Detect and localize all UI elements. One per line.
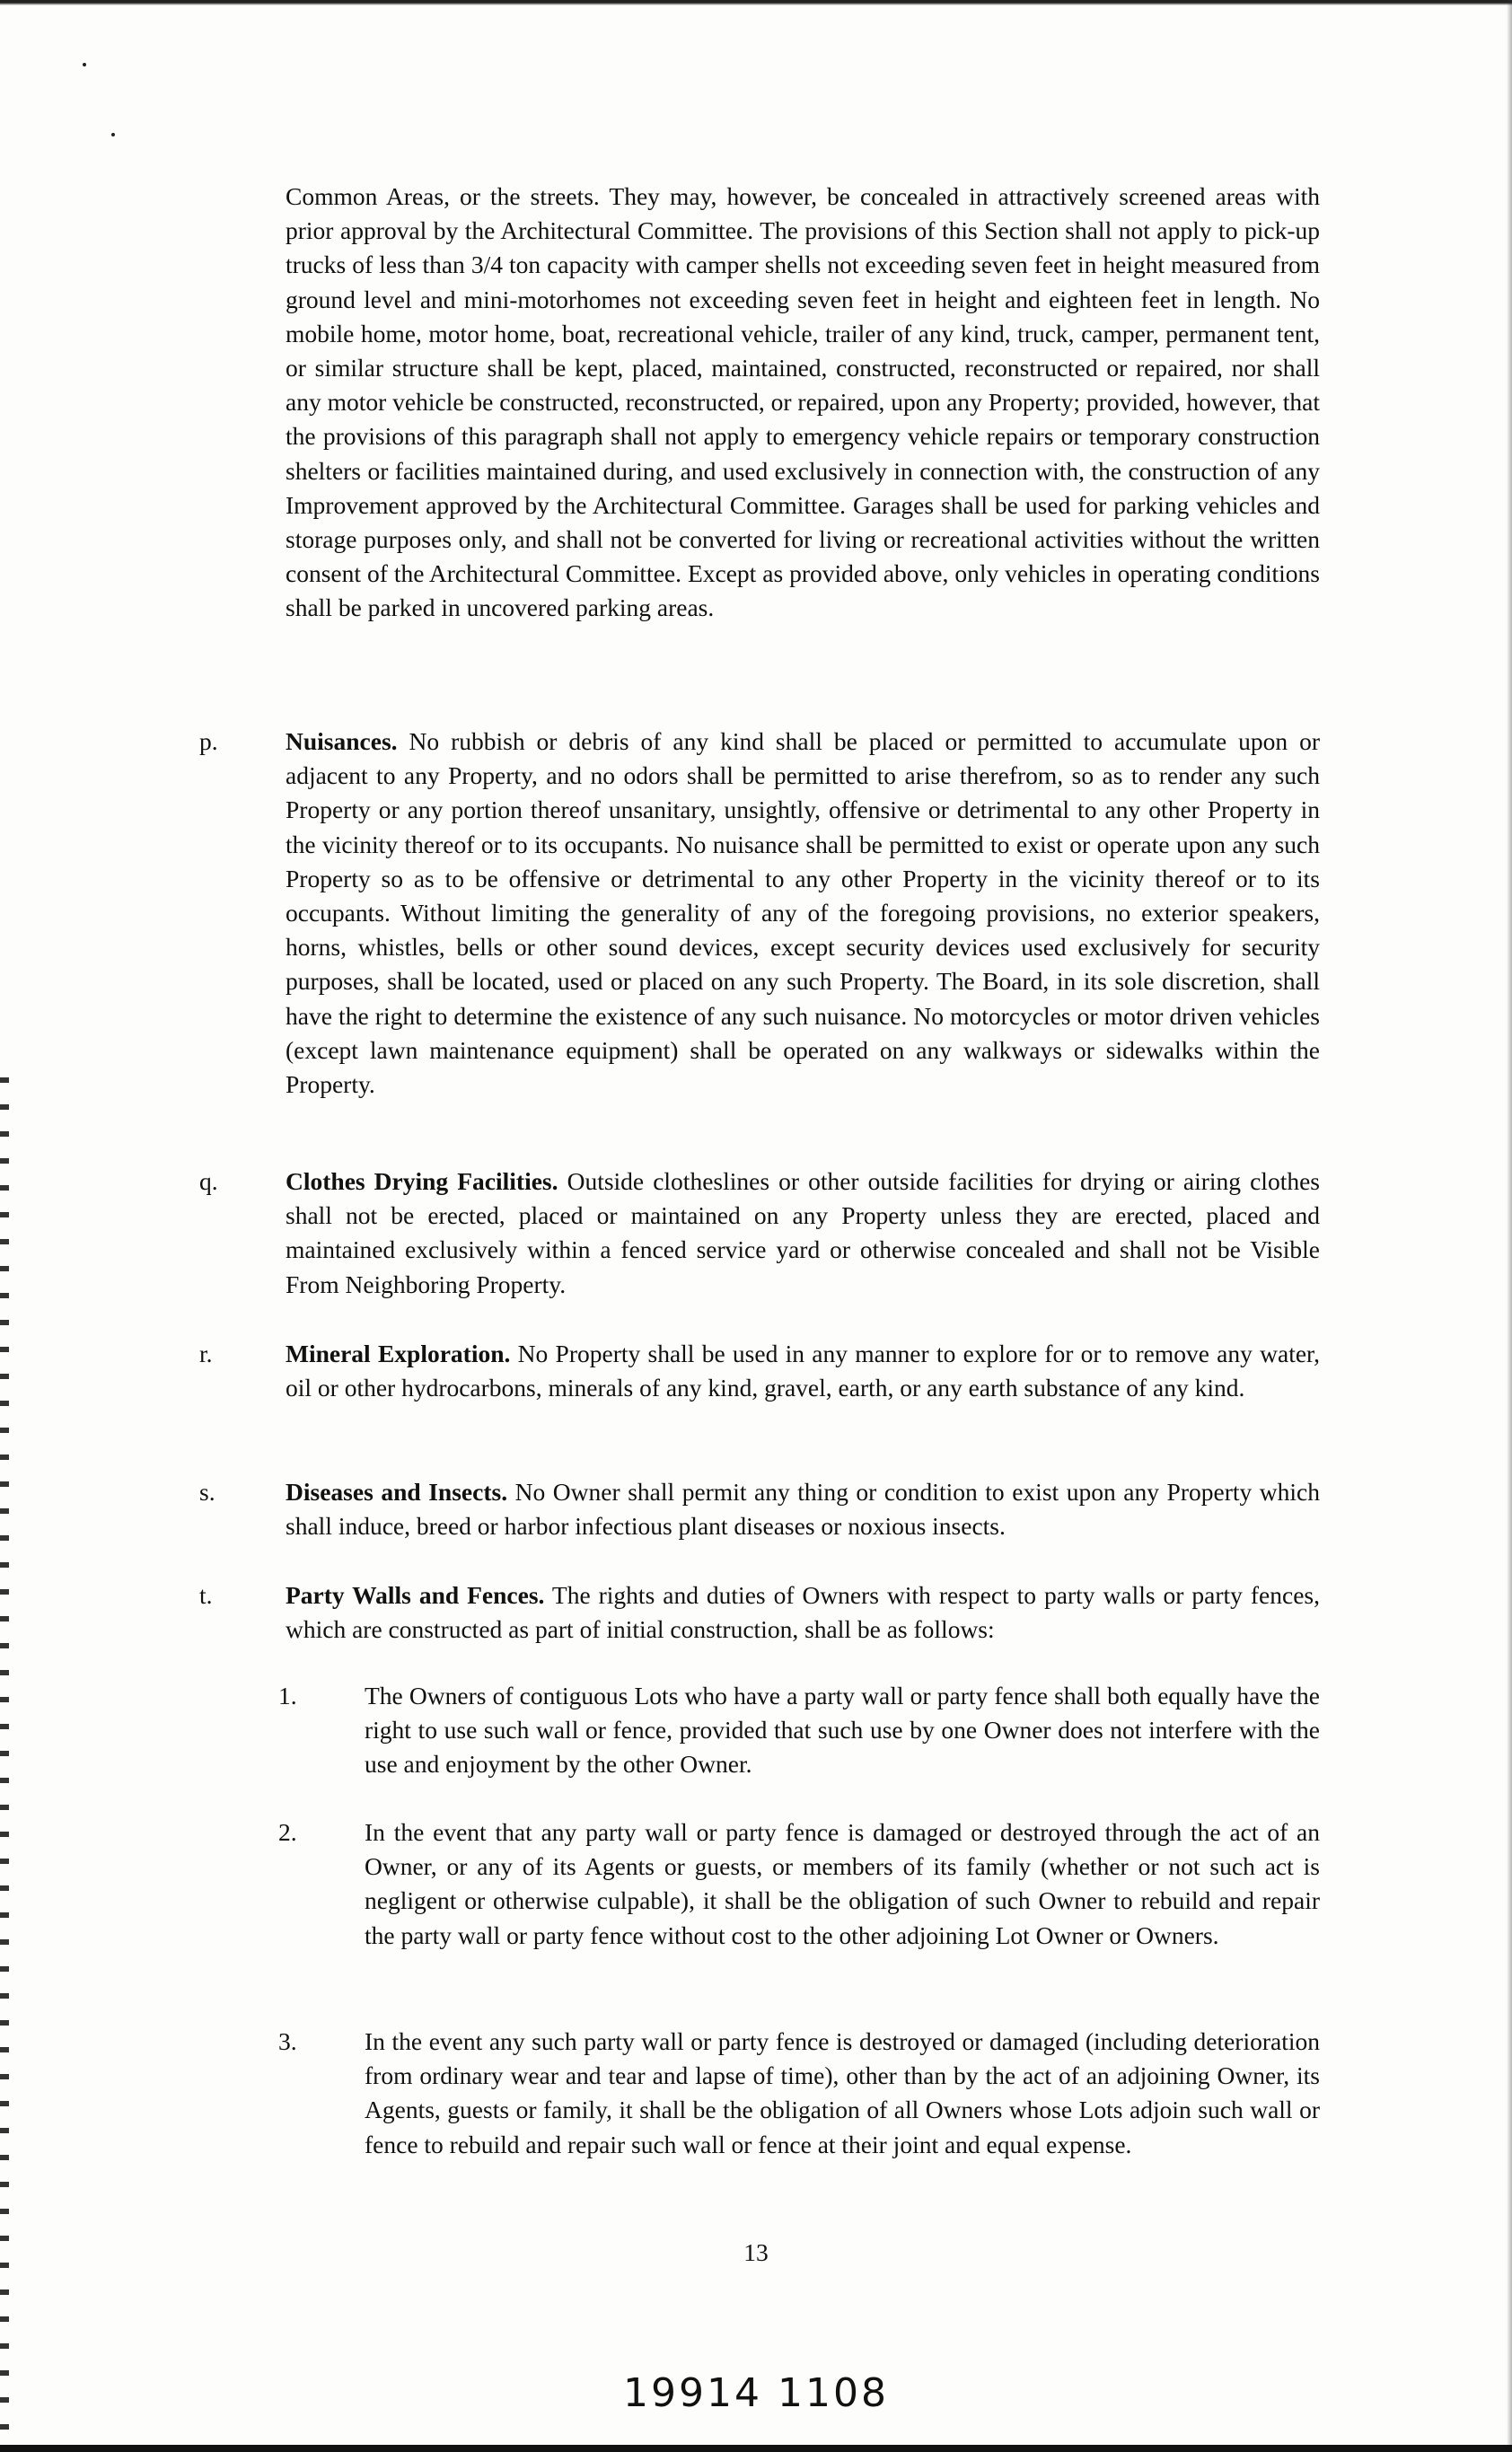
continued-paragraph: Common Areas, or the streets. They may, however, be concealed in attractively screened areas with prior approval by the Architectural Committee. The provisions of this Section shall not apply to pick-up trucks of less than 3/4 ton capacity with camper shells not exceeding seven feet in height measured from ground level and mini-motorhomes not exceeding seven feet in height and eighteen feet in length. No mobile home, motor home, boat, recreational vehicle, trailer of any kind, truck, camper, permanent tent, or similar structure shall be kept, placed, maintained, constructed, reconstructed or repaired, nor shall any motor vehicle be constructed, reconstructed, or repaired, upon any Property; provided, however, that the provisions of this paragraph shall not apply to emergency vehicle repairs or temporary construction shelters or facilities maintained during, and used exclusively in connection with, the construction of any Improvement approved by the Architectural Committee. Garages shall be used for parking vehicles and storage purposes only, and shall not be converted for living or recreational activities without the written consent of the Architectural Committee. Except as provided above, only vehicles in operating conditions shall be parked in uncovered parking areas. [286, 182, 1320, 622]
section-heading: Mineral Exploration. [286, 1340, 511, 1367]
section-heading: Party Walls and Fences. [286, 1581, 545, 1609]
section-mineral-exploration [286, 1337, 1320, 1405]
section-heading: Clothes Drying Facilities. [286, 1167, 558, 1195]
section-marker: t. [199, 1581, 213, 1609]
scan-speck [83, 63, 86, 66]
section-clothes-drying [286, 1164, 1320, 1302]
scan-edge-right [1507, 0, 1512, 2452]
section-heading: Diseases and Insects. [286, 1478, 508, 1506]
page-number: 13 [743, 2238, 769, 2266]
section-party-walls [286, 1578, 1320, 1647]
section-diseases-insects [286, 1475, 1320, 1543]
scan-speck [111, 133, 115, 136]
subsection-marker: 2. [278, 1818, 297, 1846]
section-text: The rights and duties of Owners with respect to party walls or party fences, which are constructed as part of initial construction, shall be as follows: [286, 1581, 1320, 1644]
section-text: Outside clotheslines or other outside facilities for drying or airing clothes shall not be erected, placed or maintained on any Property unless they are erected, placed and maintained exclusively within a fenced service yard or otherwise concealed and shall not be Visible From Neighboring Property. [286, 1167, 1320, 1298]
section-marker: s. [199, 1478, 215, 1506]
subsection-text: In the event any such party wall or party fence is destroyed or damaged (including deterioration from ordinary wear and tear and lapse of time), other than by the act of an adjoining Owner, its Agents, guests or family, it shall be the obligation of all Owners whose Lots adjoin such wall or fence to rebuild and repair such wall or fence at their joint and equal expense. [365, 2027, 1320, 2158]
section-text: No Property shall be used in any manner to explore for or to remove any water, oil or other hydrocarbons, minerals of any kind, gravel, earth, or any earth substance of any kind. [286, 1340, 1320, 1402]
subsection-marker: 3. [278, 2027, 297, 2055]
section-marker: q. [199, 1167, 218, 1195]
subsection-text: In the event that any party wall or party fence is damaged or destroyed through the act of an Owner, or any of its Agents or guests, or members of its family (whether or not such act is negligent or otherwise culpable), it shall be the obligation of such Owner to rebuild and repair the party wall or party fence without cost to the other adjoining Lot Owner or Owners. [365, 1818, 1320, 1949]
document-number: 19914 1108 [623, 2370, 889, 2416]
section-marker: p. [199, 727, 218, 755]
subsection-marker: 1. [278, 1682, 297, 1709]
section-text: No rubbish or debris of any kind shall be placed or permitted to accumulate upon or adjacent to any Property, and no odors shall be permitted to arise therefrom, so as to render any such Property or any portion thereof unsanitary, unsightly, offensive or detrimental to any other Property in the vicinity thereof or to its occupants. No nuisance shall be permitted to exist or operate upon any such Property so as to be offensive or detrimental to any other Property in the vicinity thereof or to its occupants. Without limiting the generality of any of the foregoing provisions, no exterior speakers, horns, whistles, bells or other sound devices, except security devices used exclusively for security purposes, shall be located, used or placed on any such Property. The Board, in its sole discretion, shall have the right to determine the existence of any such nuisance. No motorcycles or motor driven vehicles (except lawn maintenance equipment) shall be operated on any walkways or sidewalks within the Property. [286, 727, 1321, 1099]
section-heading: Nuisances. [286, 727, 398, 755]
scan-edge-bottom [0, 2445, 1512, 2452]
subsection-text: The Owners of contiguous Lots who have a party wall or party fence shall both equally have the right to use such wall or fence, provided that such use by one Owner does not interfere with the use and enjoyment by the other Owner. [365, 1682, 1320, 1779]
scan-edge-top [0, 0, 1512, 5]
section-marker: r. [199, 1340, 213, 1367]
section-nuisances [286, 725, 1320, 1102]
section-text: No Owner shall permit any thing or condition to exist upon any Property which shall induce, breed or harbor infectious plant diseases or noxious insects. [286, 1478, 1321, 1541]
